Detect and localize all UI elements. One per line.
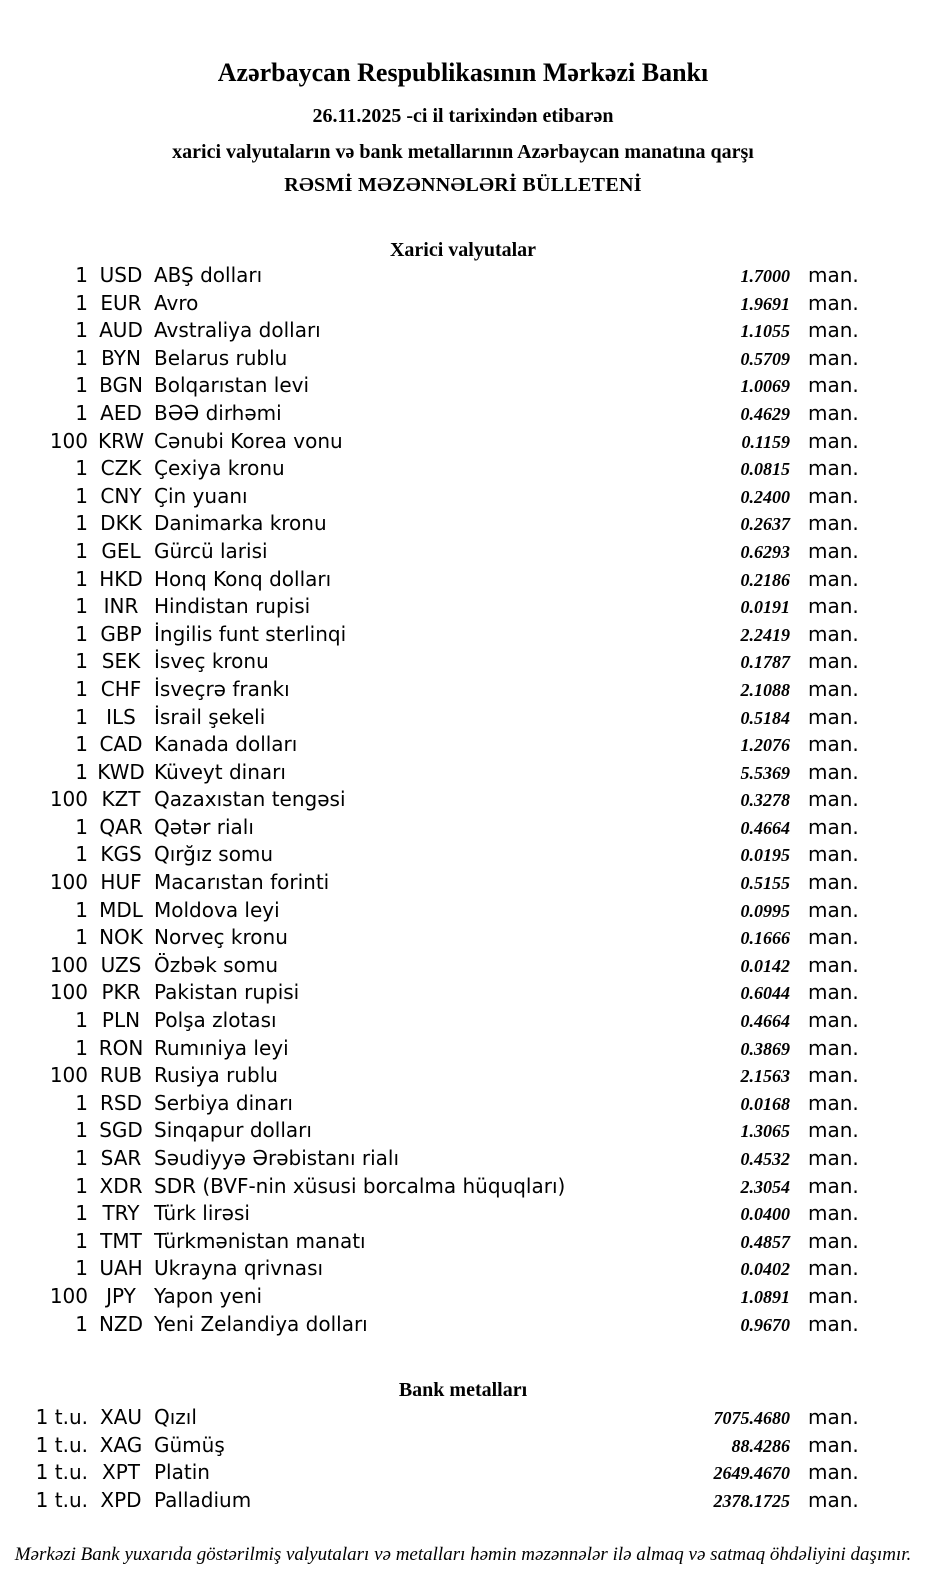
manat-unit-label: man. xyxy=(808,594,859,619)
effective-date: 26.11.2025 -ci il tarixindən etibarən xyxy=(312,105,614,127)
rate-value: 1.2076 xyxy=(740,735,790,756)
currency-name: Yeni Zelandiya dolları xyxy=(154,1311,368,1336)
rate-row xyxy=(0,1090,926,1118)
rate-row xyxy=(0,290,926,318)
unit-quantity: 1 xyxy=(75,897,88,922)
rate-row xyxy=(0,1255,926,1283)
currency-name: Özbək somu xyxy=(154,952,278,977)
rate-row xyxy=(0,1283,926,1311)
currency-name: Macarıstan forinti xyxy=(154,870,330,895)
rate-value: 0.4664 xyxy=(740,1011,790,1032)
unit-quantity: 1 xyxy=(75,732,88,757)
currency-name: Avro xyxy=(154,290,199,315)
currency-name: Cənubi Korea vonu xyxy=(154,428,343,453)
rate-value: 0.0400 xyxy=(740,1204,790,1225)
rate-value: 0.2400 xyxy=(740,486,790,507)
rate-row xyxy=(0,1459,926,1487)
rate-value: 1.0891 xyxy=(740,1286,790,1307)
rate-row xyxy=(0,897,926,925)
currency-code: SEK xyxy=(101,649,141,674)
rate-row xyxy=(0,731,926,759)
currency-code: GEL xyxy=(101,538,141,563)
currency-code: BYN xyxy=(101,345,141,370)
rate-value: 2.3054 xyxy=(740,1176,790,1197)
currency-code: SAR xyxy=(100,1146,142,1170)
unit-quantity: 1 xyxy=(75,483,88,508)
currency-name: ABŞ dolları xyxy=(154,263,263,287)
unit-quantity: 1 xyxy=(75,263,88,287)
currency-name: Qazaxıstan tengəsi xyxy=(154,787,346,812)
rate-value: 0.0195 xyxy=(740,845,790,866)
obligation-disclaimer: Mərkəzi Bank yuxarıda göstərilmiş valyutaları və metalları həmin məzənnələr ilə almaq və satmaq öhdəliyini daşımır. xyxy=(14,1543,912,1565)
unit-quantity: 1 t.u. xyxy=(35,1487,88,1512)
currency-name: Pakistan rupisi xyxy=(154,980,300,1005)
currency-code: NOK xyxy=(99,925,143,950)
manat-unit-label: man. xyxy=(808,1008,859,1033)
unit-quantity: 1 xyxy=(75,538,88,563)
rate-value: 0.5155 xyxy=(740,873,790,894)
rate-value: 1.9691 xyxy=(740,293,790,314)
rate-value: 0.3869 xyxy=(740,1038,790,1059)
currency-code: CAD xyxy=(99,732,143,757)
currency-name: Qırğız somu xyxy=(154,842,274,867)
unit-quantity: 1 xyxy=(75,621,88,646)
currency-code: MDL xyxy=(99,897,143,922)
currency-name: Gümüş xyxy=(154,1432,225,1457)
currency-code: RUB xyxy=(99,1063,143,1088)
unit-quantity: 1 xyxy=(75,1035,88,1060)
currency-code: HUF xyxy=(100,870,142,895)
currency-name: Qətər rialı xyxy=(154,814,254,839)
currency-code: DKK xyxy=(100,511,142,536)
rate-value: 2.1088 xyxy=(740,679,790,700)
manat-unit-label: man. xyxy=(808,566,859,591)
bank-title: Azərbaycan Respublikasının Mərkəzi Bankı xyxy=(217,58,709,87)
currency-code: ILS xyxy=(106,704,136,729)
rate-row xyxy=(0,428,926,456)
rate-row xyxy=(0,483,926,511)
currency-code: XPD xyxy=(100,1487,142,1512)
rate-value: 0.2186 xyxy=(740,569,790,590)
rate-row xyxy=(0,1432,926,1460)
rate-value: 0.0815 xyxy=(740,459,790,480)
currency-name: Palladium xyxy=(154,1487,252,1512)
rate-row xyxy=(0,1145,926,1173)
manat-unit-label: man. xyxy=(808,290,859,315)
currency-name: Qızıl xyxy=(154,1405,197,1430)
currency-name: Avstraliya dolları xyxy=(154,318,321,343)
currency-code: AUD xyxy=(99,318,143,343)
metals-section-title: Bank metalları xyxy=(398,1379,528,1402)
rate-value: 2378.1725 xyxy=(713,1490,790,1511)
metals-table xyxy=(0,1404,926,1514)
document-subtitle: xarici valyutaların və bank metallarının Azərbaycan manatına qarşı xyxy=(172,141,754,163)
currency-code: SGD xyxy=(99,1118,143,1143)
currency-code: EUR xyxy=(100,290,142,315)
unit-quantity: 1 xyxy=(75,1228,88,1253)
rate-value: 0.5709 xyxy=(740,348,790,369)
unit-quantity: 100 xyxy=(49,1283,88,1308)
rate-row xyxy=(0,455,926,483)
manat-unit-label: man. xyxy=(808,1173,859,1198)
manat-unit-label: man. xyxy=(808,1283,859,1308)
rate-row xyxy=(0,979,926,1007)
manat-unit-label: man. xyxy=(808,952,859,977)
rate-row xyxy=(0,1311,926,1339)
unit-quantity: 1 xyxy=(75,759,88,784)
currency-name: Serbiya dinarı xyxy=(154,1090,293,1115)
manat-unit-label: man. xyxy=(808,842,859,867)
manat-unit-label: man. xyxy=(808,345,859,370)
unit-quantity: 1 xyxy=(75,456,88,481)
unit-quantity: 1 xyxy=(75,1201,88,1226)
rate-row xyxy=(0,1117,926,1145)
rate-value: 0.0402 xyxy=(740,1259,790,1280)
currency-code: KZT xyxy=(101,787,141,812)
currency-code: XPT xyxy=(102,1460,140,1485)
currency-name: İsrail şekeli xyxy=(154,704,266,729)
rate-value: 0.9670 xyxy=(740,1314,790,1335)
rate-row xyxy=(0,510,926,538)
manat-unit-label: man. xyxy=(808,1063,859,1088)
rate-value: 0.1787 xyxy=(740,652,790,673)
manat-unit-label: man. xyxy=(808,980,859,1005)
document-header xyxy=(0,0,926,197)
rate-row xyxy=(0,1487,926,1515)
rate-value: 0.0168 xyxy=(740,1093,790,1114)
rate-value: 1.1055 xyxy=(740,321,790,342)
currency-code: USD xyxy=(99,263,143,287)
unit-quantity: 1 xyxy=(75,649,88,674)
rate-row xyxy=(0,704,926,732)
currency-name: Çexiya kronu xyxy=(154,456,285,481)
currency-name: BƏƏ dirhəmi xyxy=(154,400,282,425)
currency-code: TMT xyxy=(100,1228,142,1253)
currency-code: CHF xyxy=(100,676,142,701)
currency-name: Gürcü larisi xyxy=(154,538,268,563)
currency-name: SDR (BVF-nin xüsusi borcalma hüquqları) xyxy=(154,1173,566,1198)
manat-unit-label: man. xyxy=(808,814,859,839)
unit-quantity: 1 xyxy=(75,345,88,370)
rate-value: 1.0069 xyxy=(740,376,790,397)
currency-code: TRY xyxy=(102,1201,140,1226)
rate-value: 1.3065 xyxy=(740,1121,790,1142)
rate-value: 0.4532 xyxy=(740,1149,790,1169)
rate-row xyxy=(0,345,926,373)
manat-unit-label: man. xyxy=(808,787,859,812)
rate-value: 0.6293 xyxy=(740,541,790,562)
manat-unit-label: man. xyxy=(808,483,859,508)
currency-code: GBP xyxy=(100,621,142,646)
currency-code: UAH xyxy=(99,1256,143,1281)
rate-row xyxy=(0,759,926,787)
currency-name: Bolqarıstan levi xyxy=(154,373,310,398)
currency-name: Ukrayna qrivnası xyxy=(154,1256,324,1281)
manat-unit-label: man. xyxy=(808,1487,859,1512)
currency-code: XAU xyxy=(99,1405,143,1430)
rate-value: 0.0142 xyxy=(740,955,790,976)
rate-value: 0.1666 xyxy=(740,928,790,949)
currency-code: AED xyxy=(100,400,142,425)
rate-row xyxy=(0,317,926,345)
currencies-section-title: Xarici valyutalar xyxy=(389,239,537,261)
unit-quantity: 1 xyxy=(75,1118,88,1143)
rate-value: 0.3278 xyxy=(740,790,790,811)
unit-quantity: 100 xyxy=(49,1063,88,1088)
currency-name: Honq Konq dolları xyxy=(154,566,332,591)
currency-code: KGS xyxy=(100,842,142,867)
rate-value: 88.4286 xyxy=(731,1435,790,1456)
currency-code: JPY xyxy=(106,1283,136,1308)
manat-unit-label: man. xyxy=(808,759,859,784)
currency-name: Çin yuanı xyxy=(154,483,248,508)
currency-name: Küveyt dinarı xyxy=(154,759,286,784)
unit-quantity: 1 xyxy=(75,1311,88,1336)
rate-value: 0.0191 xyxy=(740,597,790,618)
currency-code: CZK xyxy=(100,456,142,481)
currency-name: Rumıniya leyi xyxy=(154,1035,289,1060)
rate-row xyxy=(0,924,926,952)
manat-unit-label: man. xyxy=(808,1256,859,1281)
rate-value: 0.4857 xyxy=(740,1231,790,1252)
manat-unit-label: man. xyxy=(808,1201,859,1226)
rate-row xyxy=(0,593,926,621)
manat-unit-label: man. xyxy=(808,621,859,646)
currency-code: CNY xyxy=(100,483,142,508)
currency-name: Norveç kronu xyxy=(154,925,288,950)
rate-value: 0.0995 xyxy=(740,900,790,921)
currency-name: Danimarka kronu xyxy=(154,511,327,536)
currency-name: Polşa zlotası xyxy=(154,1008,277,1033)
rate-row xyxy=(0,1404,926,1432)
rate-value: 0.6044 xyxy=(740,983,790,1004)
unit-quantity: 1 xyxy=(75,1146,88,1170)
bulletin-title: RƏSMİ MƏZƏNNƏLƏRİ BÜLLETENİ xyxy=(284,174,642,196)
currency-name: İsveç kronu xyxy=(154,649,269,674)
rate-row xyxy=(0,621,926,649)
rate-row xyxy=(0,1035,926,1063)
rate-row xyxy=(0,1228,926,1256)
currency-name: Türk lirəsi xyxy=(154,1201,250,1226)
currency-code: RON xyxy=(98,1035,144,1060)
unit-quantity: 1 xyxy=(75,566,88,591)
manat-unit-label: man. xyxy=(808,732,859,757)
rate-value: 0.4629 xyxy=(740,403,790,424)
unit-quantity: 100 xyxy=(49,428,88,453)
manat-unit-label: man. xyxy=(808,428,859,453)
rate-value: 0.5184 xyxy=(740,707,790,728)
manat-unit-label: man. xyxy=(808,318,859,343)
unit-quantity: 1 xyxy=(75,318,88,343)
unit-quantity: 100 xyxy=(49,952,88,977)
currency-code: XAG xyxy=(99,1432,143,1457)
manat-unit-label: man. xyxy=(808,925,859,950)
rate-value: 2649.4670 xyxy=(713,1463,790,1484)
currency-code: UZS xyxy=(100,952,142,977)
rate-row xyxy=(0,841,926,869)
manat-unit-label: man. xyxy=(808,1460,859,1485)
manat-unit-label: man. xyxy=(808,400,859,425)
manat-unit-label: man. xyxy=(808,1146,859,1170)
rate-row xyxy=(0,869,926,897)
manat-unit-label: man. xyxy=(808,1311,859,1336)
currency-code: INR xyxy=(103,594,139,619)
rate-row xyxy=(0,372,926,400)
manat-unit-label: man. xyxy=(808,676,859,701)
manat-unit-label: man. xyxy=(808,538,859,563)
currency-code: XDR xyxy=(99,1173,143,1198)
rate-row xyxy=(0,538,926,566)
currency-name: Belarus rublu xyxy=(154,345,288,370)
manat-unit-label: man. xyxy=(808,456,859,481)
unit-quantity: 1 xyxy=(75,373,88,398)
manat-unit-label: man. xyxy=(808,1090,859,1115)
rate-row xyxy=(0,566,926,594)
unit-quantity: 100 xyxy=(49,980,88,1005)
currency-code: QAR xyxy=(99,814,143,839)
currency-name: Hindistan rupisi xyxy=(154,594,311,619)
manat-unit-label: man. xyxy=(808,870,859,895)
unit-quantity: 1 xyxy=(75,1008,88,1033)
rate-value: 2.2419 xyxy=(740,624,790,645)
manat-unit-label: man. xyxy=(808,1228,859,1253)
unit-quantity: 1 xyxy=(75,594,88,619)
rate-value: 7075.4680 xyxy=(713,1408,790,1429)
manat-unit-label: man. xyxy=(808,1118,859,1143)
rate-value: 2.1563 xyxy=(740,1066,790,1087)
rate-value: 5.5369 xyxy=(740,762,790,783)
currency-code: PKR xyxy=(101,980,141,1005)
currency-code: HKD xyxy=(99,566,143,591)
rate-value: 1.7000 xyxy=(740,266,790,286)
manat-unit-label: man. xyxy=(808,1405,859,1430)
currency-code: BGN xyxy=(99,373,143,398)
rate-row xyxy=(0,952,926,980)
unit-quantity: 1 xyxy=(75,511,88,536)
currency-code: PLN xyxy=(101,1008,141,1033)
currencies-table xyxy=(0,262,926,1338)
currency-code: KRW xyxy=(98,428,144,453)
currency-name: Türkmənistan manatı xyxy=(154,1228,366,1253)
rate-value: 0.2637 xyxy=(740,514,790,535)
rate-row xyxy=(0,786,926,814)
unit-quantity: 1 xyxy=(75,814,88,839)
unit-quantity: 1 xyxy=(75,400,88,425)
currency-name: Səudiyyə Ərəbistanı rialı xyxy=(154,1146,400,1170)
manat-unit-label: man. xyxy=(808,263,859,287)
manat-unit-label: man. xyxy=(808,373,859,398)
rate-row xyxy=(0,814,926,842)
unit-quantity: 100 xyxy=(49,787,88,812)
unit-quantity: 1 xyxy=(75,704,88,729)
rate-row xyxy=(0,676,926,704)
currency-name: Platin xyxy=(154,1460,210,1485)
rate-value: 0.4664 xyxy=(740,817,790,838)
currency-name: İngilis funt sterlinqi xyxy=(154,621,347,646)
unit-quantity: 1 xyxy=(75,842,88,867)
unit-quantity: 1 t.u. xyxy=(35,1405,88,1430)
currency-name: Sinqapur dolları xyxy=(154,1118,312,1143)
rate-row xyxy=(0,400,926,428)
currency-name: Kanada dolları xyxy=(154,732,298,757)
rate-row xyxy=(0,1200,926,1228)
manat-unit-label: man. xyxy=(808,704,859,729)
rate-row xyxy=(0,1062,926,1090)
manat-unit-label: man. xyxy=(808,1035,859,1060)
currency-name: Yapon yeni xyxy=(154,1283,263,1308)
manat-unit-label: man. xyxy=(808,649,859,674)
currency-name: Rusiya rublu xyxy=(154,1063,278,1088)
rate-row xyxy=(0,262,926,290)
currency-name: Moldova leyi xyxy=(154,897,280,922)
rate-row xyxy=(0,648,926,676)
unit-quantity: 1 xyxy=(75,1256,88,1281)
manat-unit-label: man. xyxy=(808,897,859,922)
rate-value: 0.1159 xyxy=(741,431,790,452)
currency-code: KWD xyxy=(97,759,145,784)
unit-quantity: 1 xyxy=(75,676,88,701)
unit-quantity: 1 xyxy=(75,925,88,950)
unit-quantity: 1 xyxy=(75,1173,88,1198)
unit-quantity: 1 t.u. xyxy=(35,1432,88,1457)
manat-unit-label: man. xyxy=(808,1432,859,1457)
unit-quantity: 1 t.u. xyxy=(35,1460,88,1485)
currency-code: RSD xyxy=(100,1090,142,1115)
unit-quantity: 1 xyxy=(75,1090,88,1115)
currency-code: NZD xyxy=(98,1311,144,1336)
rate-row xyxy=(0,1173,926,1201)
currency-name: İsveçrə frankı xyxy=(154,676,290,701)
unit-quantity: 1 xyxy=(75,290,88,315)
rate-row xyxy=(0,1007,926,1035)
manat-unit-label: man. xyxy=(808,511,859,536)
unit-quantity: 100 xyxy=(49,870,88,895)
